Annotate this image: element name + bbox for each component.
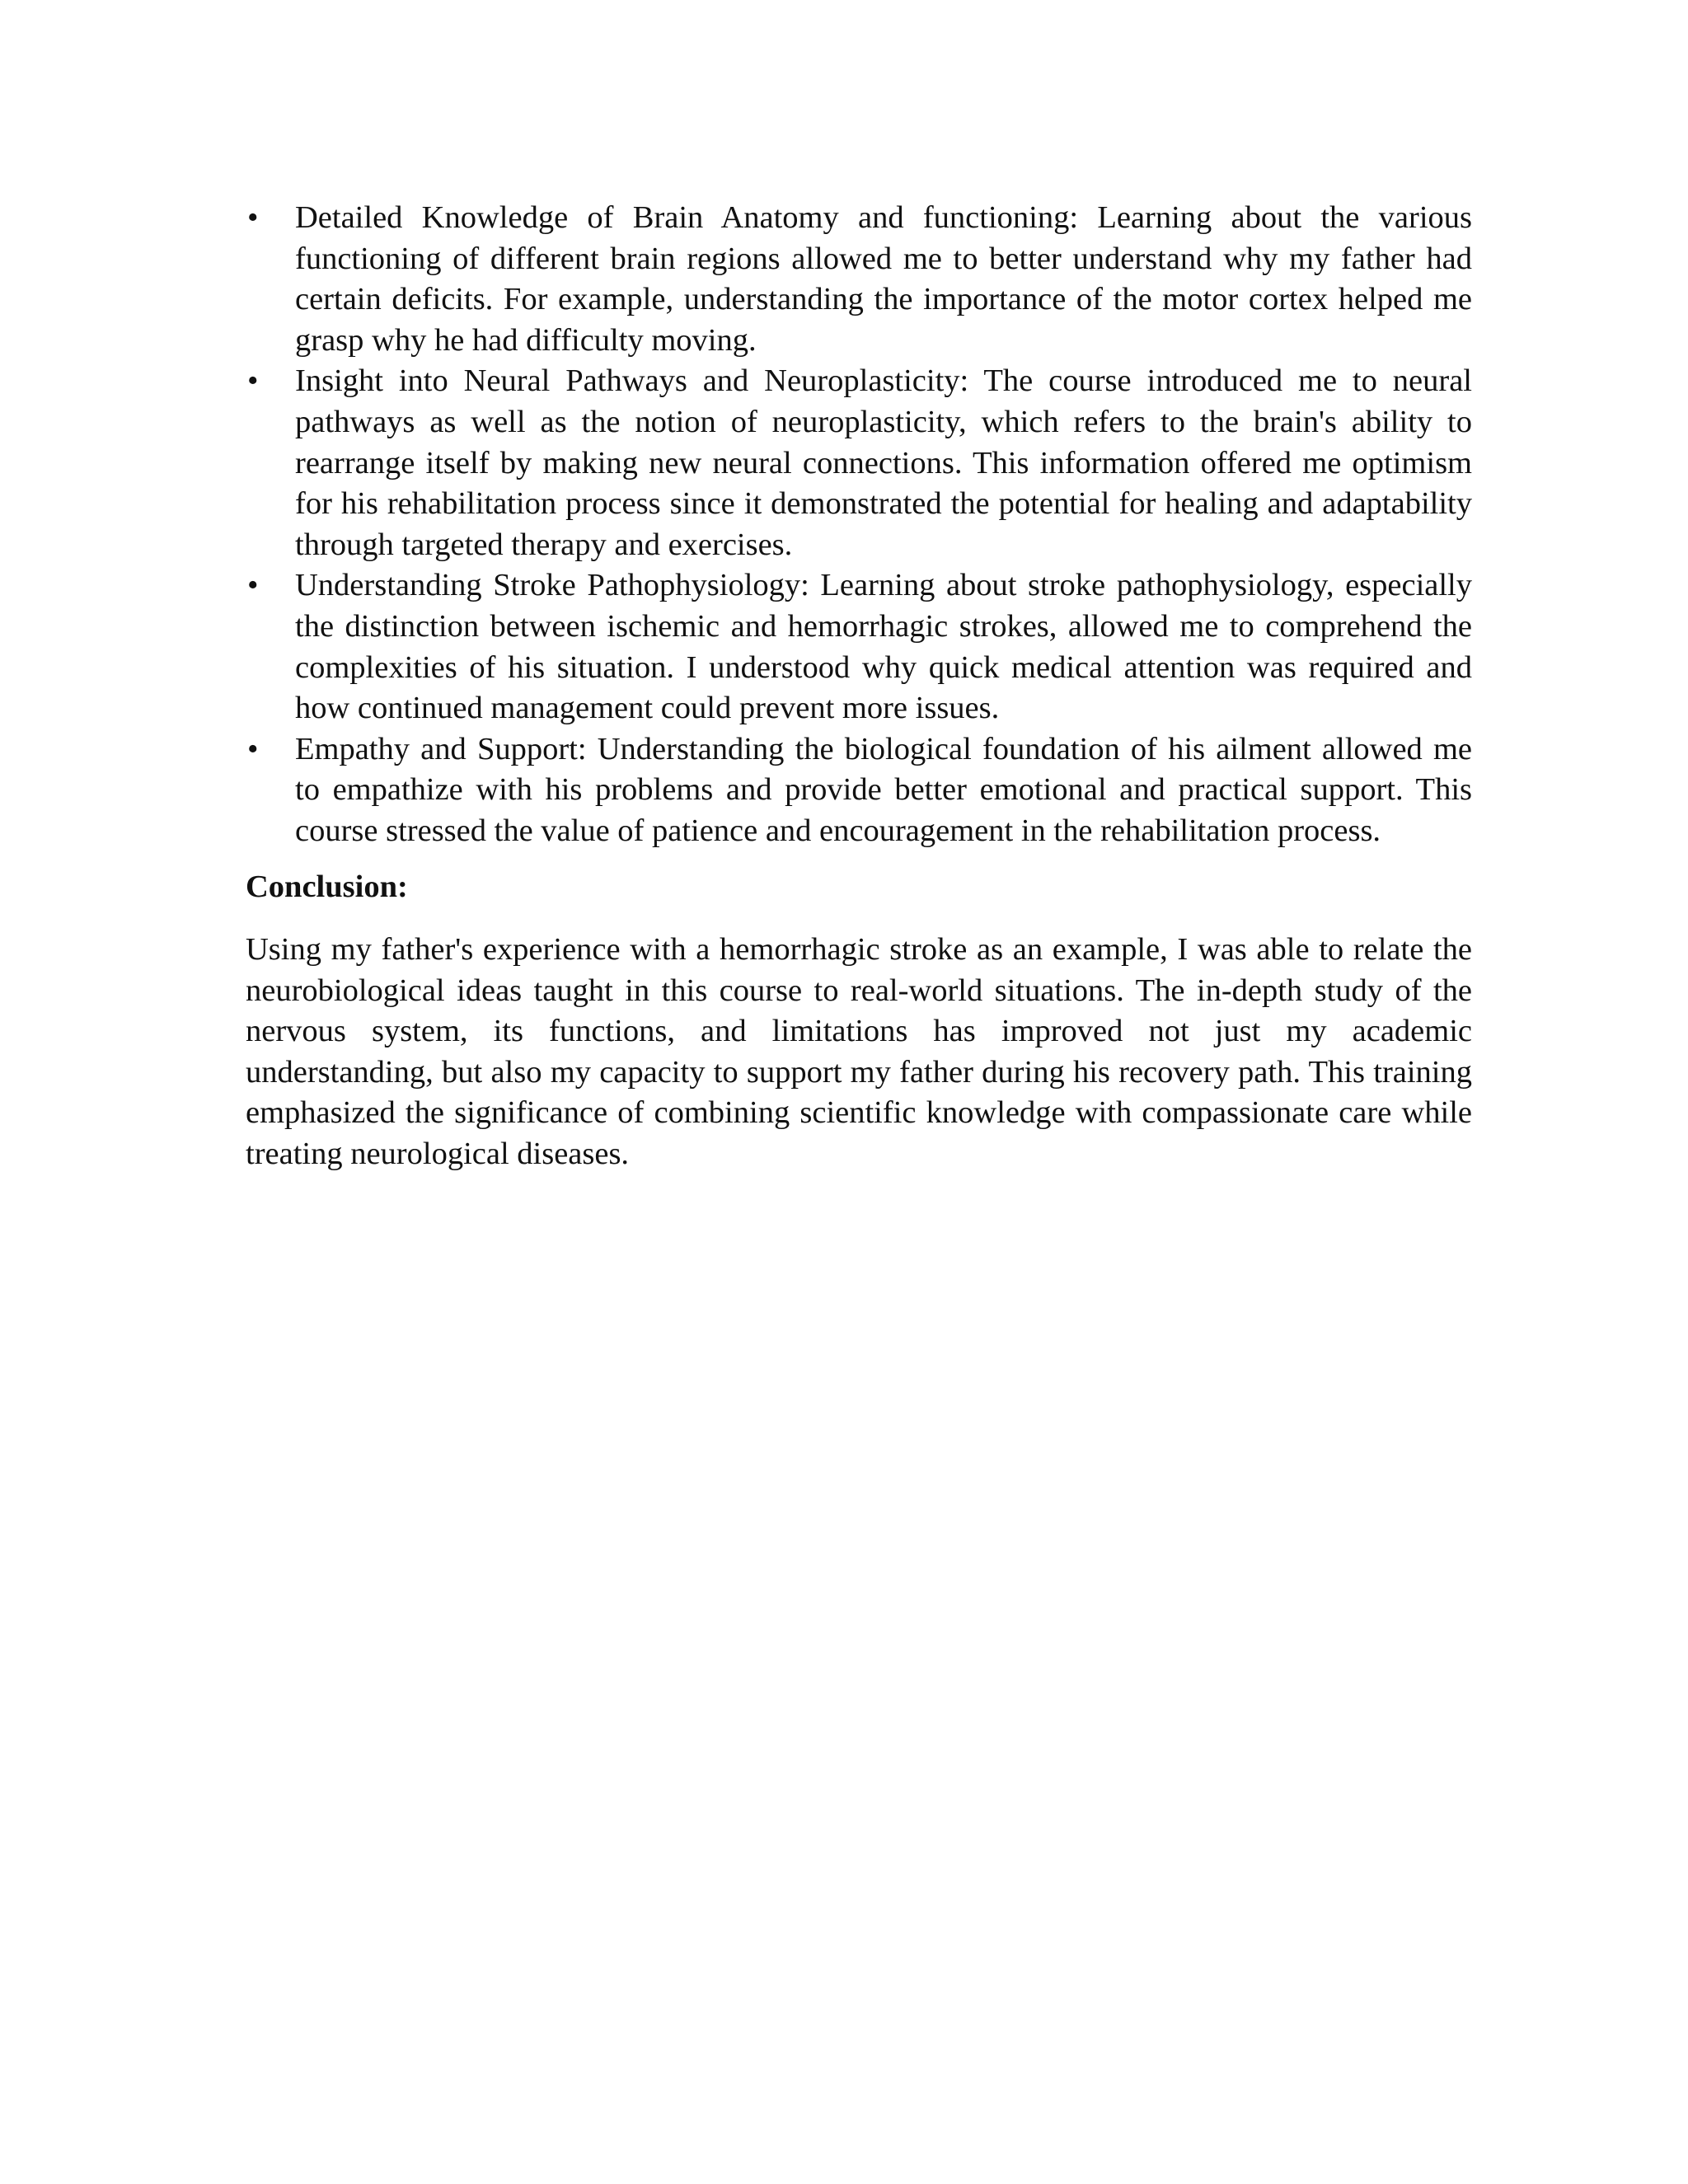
bullet-icon: • xyxy=(247,363,259,399)
conclusion-paragraph: Using my father's experience with a hemorrhagic stroke as an example, I was able to relate the neurobiological ideas taught in this course to real-world situations. The in-depth study of the nervous system, its functions, and limitations has improved not just my academic understanding, but also my capacity to support my father during his recovery path. This training emphasized the significance of combining scientific knowledge with compassionate care while treating neurological diseases. xyxy=(246,932,1472,1172)
list-item xyxy=(246,565,1472,729)
list-item-text: Empathy and Support: Understanding the biological foundation of his ailment allowed me to empathize with his problems and provide better emotional and practical support. This course stressed the value of patience and encouragement in the rehabilitation process. xyxy=(295,731,1472,848)
list-item-text: Detailed Knowledge of Brain Anatomy and functioning: Learning about the various functioning of different brain regions allowed me to better understand why my father had certain deficits. For example, understanding the importance of the motor cortex helped me grasp why he had difficulty moving. xyxy=(295,200,1472,358)
bullet-icon: • xyxy=(247,200,259,235)
page-content xyxy=(246,198,1472,1175)
conclusion-heading: Conclusion: xyxy=(246,869,408,904)
bullet-icon: • xyxy=(247,568,259,603)
list-item xyxy=(246,729,1472,852)
list-item xyxy=(246,361,1472,565)
bullet-icon: • xyxy=(247,731,259,766)
list-item-text: Understanding Stroke Pathophysiology: Learning about stroke pathophysiology, especially the distinction between ischemic and hemorrhagic strokes, allowed me to comprehend the complexities of his situation. I understood why quick medical attention was required and how continued management could prevent more issues. xyxy=(295,568,1472,726)
bullet-list xyxy=(246,198,1472,852)
list-item-text: Insight into Neural Pathways and Neuroplasticity: The course introduced me to neural pathways as well as the notion of neuroplasticity, which refers to the brain's ability to rearrange itself by making new neural connections. This information offered me optimism for his rehabilitation process since it demonstrated the potential for healing and adaptability through targeted therapy and exercises. xyxy=(295,363,1472,562)
list-item xyxy=(246,198,1472,361)
